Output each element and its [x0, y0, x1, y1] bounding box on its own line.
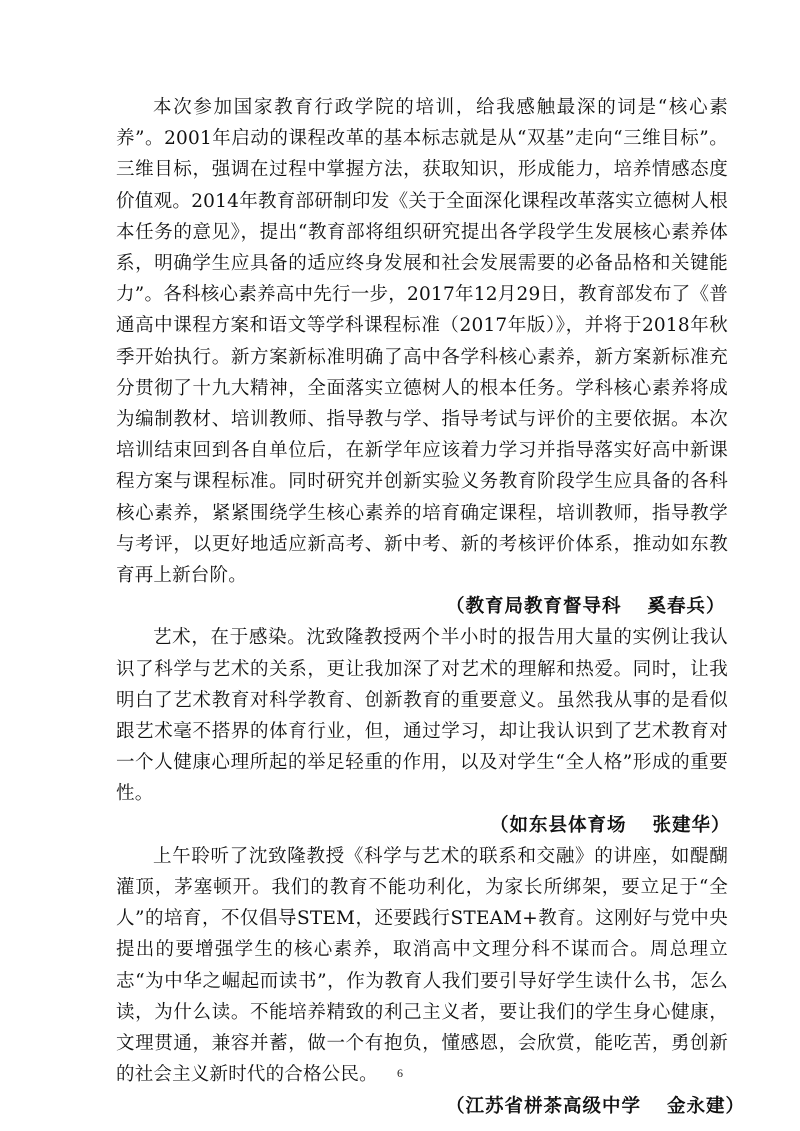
- paragraph-science-art-lecture: 上午聆听了沈致隆教授《科学与艺术的联系和交融》的讲座，如醍醐灌顶，茅塞顿开。我们的教育不能功利化，为家长所绑架，要立足于“全人”的培育，不仅倡导STEM，还要践行STEAM+教育。这刚好与党中央提出的要增强学生的核心素养，取消高中文理分科不谋而合。周总理立志“为中华之崛起而读书”，作为教育人我们要引导好学生读什么书，怎么读，为什么读。不能培养精致的利己主义者，要让我们的学生身心健康，文理贯通，兼容并蓄，做一个有抱负，懂感恩，会欣赏，能吃苦，勇创新的社会主义新时代的合格公民。: [116, 845, 728, 1086]
- attribution-name: 奚春兵）: [647, 596, 726, 618]
- paragraph-art-education: 艺术，在于感染。沈致隆教授两个半小时的报告用大量的实例让我认识了科学与艺术的关系，更让我加深了对艺术的理解和热爱。同时，让我明白了艺术教育对科学教育、创新教育的重要意义。虽然我从事的是看似跟艺术毫不搭界的体育行业，但，通过学习，却让我认识到了艺术教育对一个人健康心理所起的举足轻重的作用，以及对学生“全人格”形成的重要性。: [116, 627, 728, 805]
- attribution-name: 张建华）: [652, 814, 731, 836]
- attribution-line: [116, 591, 728, 622]
- attribution-org: （如东县体育场: [490, 814, 627, 836]
- page-number: 6: [397, 1066, 403, 1080]
- paragraph-core-literacy: 本次参加国家教育行政学院的培训，给我感触最深的词是“核心素养”。2001年启动的课程改革的基本标志就是从“双基”走向“三维目标”。三维目标，强调在过程中掌握方法，获取知识，形成能力，培养情感态度价值观。2014年教育部研制印发《关于全面深化课程改革落实立德树人根本任务的意见》，提出“教育部将组织研究提出各学段学生发展核心素养体系，明确学生应具备的适应终身发展和社会发展需要的必备品格和关键能力”。各科核心素养高中先行一步，2017年12月29日，教育部发布了《普通高中课程方案和语文等学科课程标准（2017年版）》，并将于2018年秋季开始执行。新方案新标准明确了高中各学科核心素养，新方案新标准充分贯彻了十九大精神，全面落实立德树人的根本任务。学科核心素养将成为编制教材、培训教师、指导教与学、指导考试与评价的主要依据。本次培训结束回到各自单位后，在新学年应该着力学习并指导落实好高中新课程方案与课程标准。同时研究并创新实验义务教育阶段学生应具备的各科核心素养，紧紧围绕学生核心素养的培育确定课程，培训教师，指导教学与考评，以更好地适应新高考、新中考、新的考核评价体系，推动如东教育再上新台阶。: [116, 97, 728, 587]
- attribution-line: [116, 810, 731, 841]
- attribution-line: [116, 1091, 746, 1122]
- attribution-org: （江苏省栟茶高级中学: [446, 1095, 642, 1117]
- attribution-name: 金永建）: [667, 1095, 746, 1117]
- document-body: [116, 92, 746, 1122]
- attribution-org: （教育局教育督导科: [446, 596, 622, 618]
